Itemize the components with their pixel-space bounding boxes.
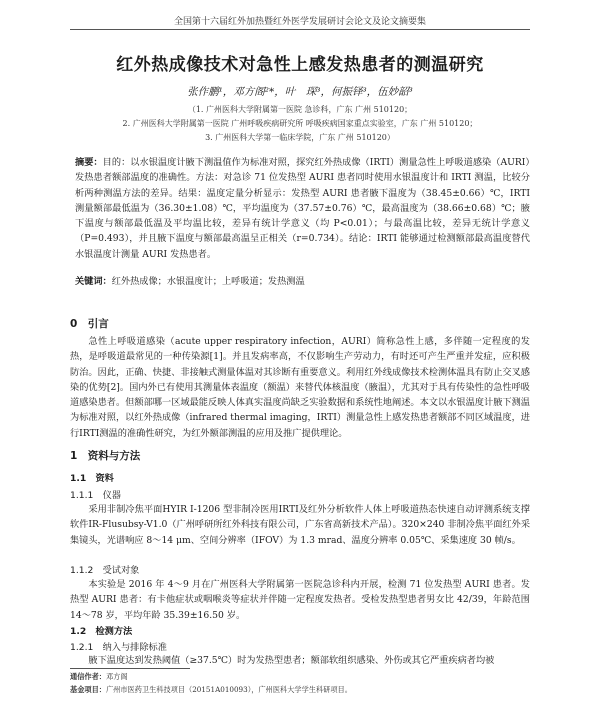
affiliation-line: 2. 广州医科大学附属第一医院 广州呼吸疾病研究所 呼吸疾病国家重点实验室，广东 广州 510120； (122, 119, 478, 128)
keywords-block (75, 275, 530, 289)
paper-title: 红外热成像技术对急性上感发热患者的测温研究 (116, 55, 484, 75)
criteria-paragraph: 腋下温度达到发热阈值（≥37.5℃）时为发热型患者；额部软组织感染、外伤或其它严重疾病者均被 (88, 655, 495, 666)
affiliation-line: （1. 广州医科大学附属第一医院 急诊科，广东 广州 510120； (187, 105, 413, 114)
instrument-paragraph: 采用非制冷焦平面HYIR I-1206 型非制冷医用IRTI及红外分析软件人体上呼吸道热态快速自动评测系统支撑软件IR-Flusubsy-V1.0（广州呼研所红外科技有限公司，广东省高新技术产品）。320×240 非制冷焦平面红外采集镜头，光谱响应 8～14 μm、空间分辨率（IFOV）为 1.3 mrad、温度分辨率 0.05℃、采集速度 30 帧/s。 (70, 504, 531, 546)
keywords-label: 关键词： (75, 276, 112, 287)
section-heading-materials-methods: 1 资料与方法 (70, 450, 141, 462)
subsubsection-heading-criteria: 1.2.1 纳入与排除标准 (70, 642, 167, 653)
subjects-paragraph: 本实验是 2016 年 4～9 月在广州医科大学附属第一医院急诊科内开展，检测 71 位发热型 AURI 患者。发热型 AURI 患者：有卡他症状或咽喉炎等症状并伴随一定程度发热者。受检发热型患者男女比 42/39，年龄范围 14～78 岁，平均年龄 35.39±16.50 岁。 (70, 579, 530, 621)
footnote-fund-label: 基金项目： (70, 685, 106, 694)
footnote-fund-value: 广州市医药卫生科技项目（20151A010093），广州医科大学学生科研项目。 (105, 685, 352, 694)
subsection-heading-materials: 1.1 资料 (70, 473, 114, 484)
affiliation-line: 3. 广州医科大学第一临床学院，广东 广州 510120） (205, 133, 395, 142)
subsection-heading-methods: 1.2 检测方法 (70, 626, 133, 637)
running-head: 全国第十六届红外加热暨红外医学发展研讨会论文及论文摘要集 (173, 17, 426, 27)
subsubsection-heading-subjects: 1.1.2 受试对象 (70, 565, 140, 576)
footnote-corr-label: 通信作者： (70, 672, 106, 681)
abstract-label: 摘要： (75, 157, 103, 168)
footnote-corresponding-author (70, 672, 530, 682)
introduction-paragraph: 急性上呼吸道感染（acute upper respiratory infection，AURI）简称急性上感，多伴随一定程度的发热，是呼吸道最常见的一种传染源[1]。并且发病率高，不仅影响生产劳动力，有时还可产生严重并发症，应积极防治。因此，正确、快捷、非接触式测量体温对其诊断有重要意义。利用红外线成像技术检测体温具有防止交叉感染的优势[2]。国内外已有使用其测量体表温度（额温）来替代体核温度（腋温），尤其对于具有传染性的急性呼吸道感染患者。但额部哪一区域最能反映人体真实温度尚缺乏实验数据和系统性地阐述。本文以水银温度计腋下测温为标准对照，以红外热成像（infrared thermal imaging，IRTI）测量急性上感发热患者额部不同区域温度，进行IRTI测温的准确性研究，为红外额部测温的应用及推广提供理论。 (70, 336, 530, 439)
subsubsection-heading-instrument: 1.1.1 仪器 (70, 490, 121, 501)
section-heading-introduction: 0 引言 (70, 318, 109, 330)
header-rule (70, 29, 530, 30)
keywords-text: 红外热成像；水银温度计；上呼吸道；发热测温 (111, 276, 305, 287)
footnote-rule (70, 668, 190, 669)
abstract-text: 目的：以水银温度计腋下测温值作为标准对照，探究红外热成像（IRTI）测量急性上呼吸道感染（AURI）发热患者额部温度的准确性。方法：对急诊 71 位发热型 AURI 患者同时使用水银温度计和 IRTI 测温，比较分析两种测温方法的差异。结果：温度定量分析显示：发热型 AURI 患者腋下温度为（38.45±0.66）℃，IRTI 测量额部最低温为（36.30±1.08）℃，平均温度为（37.57±0.76）℃，最高温度为（38.66±0.68）℃；腋下温度与额部最低温及平均温比较，差异有统计学意义（均 P<0.01）；与最高温比较，差异无统计学意义（P=0.493），并且腋下温度与额部最高温呈正相关（r=0.734）。结论：IRTI 能够通过检测额部最高温度替代水银温度计测量 AURI 发热患者。 (75, 157, 531, 260)
author-list: 张作鹏¹，邓方阁²*，叶 琛³，何振铎³，伍妙韶³ (187, 86, 413, 98)
footnote-funding (70, 685, 530, 695)
abstract-block (75, 155, 530, 262)
footnote-corr-value: 邓方阁 (105, 672, 128, 681)
